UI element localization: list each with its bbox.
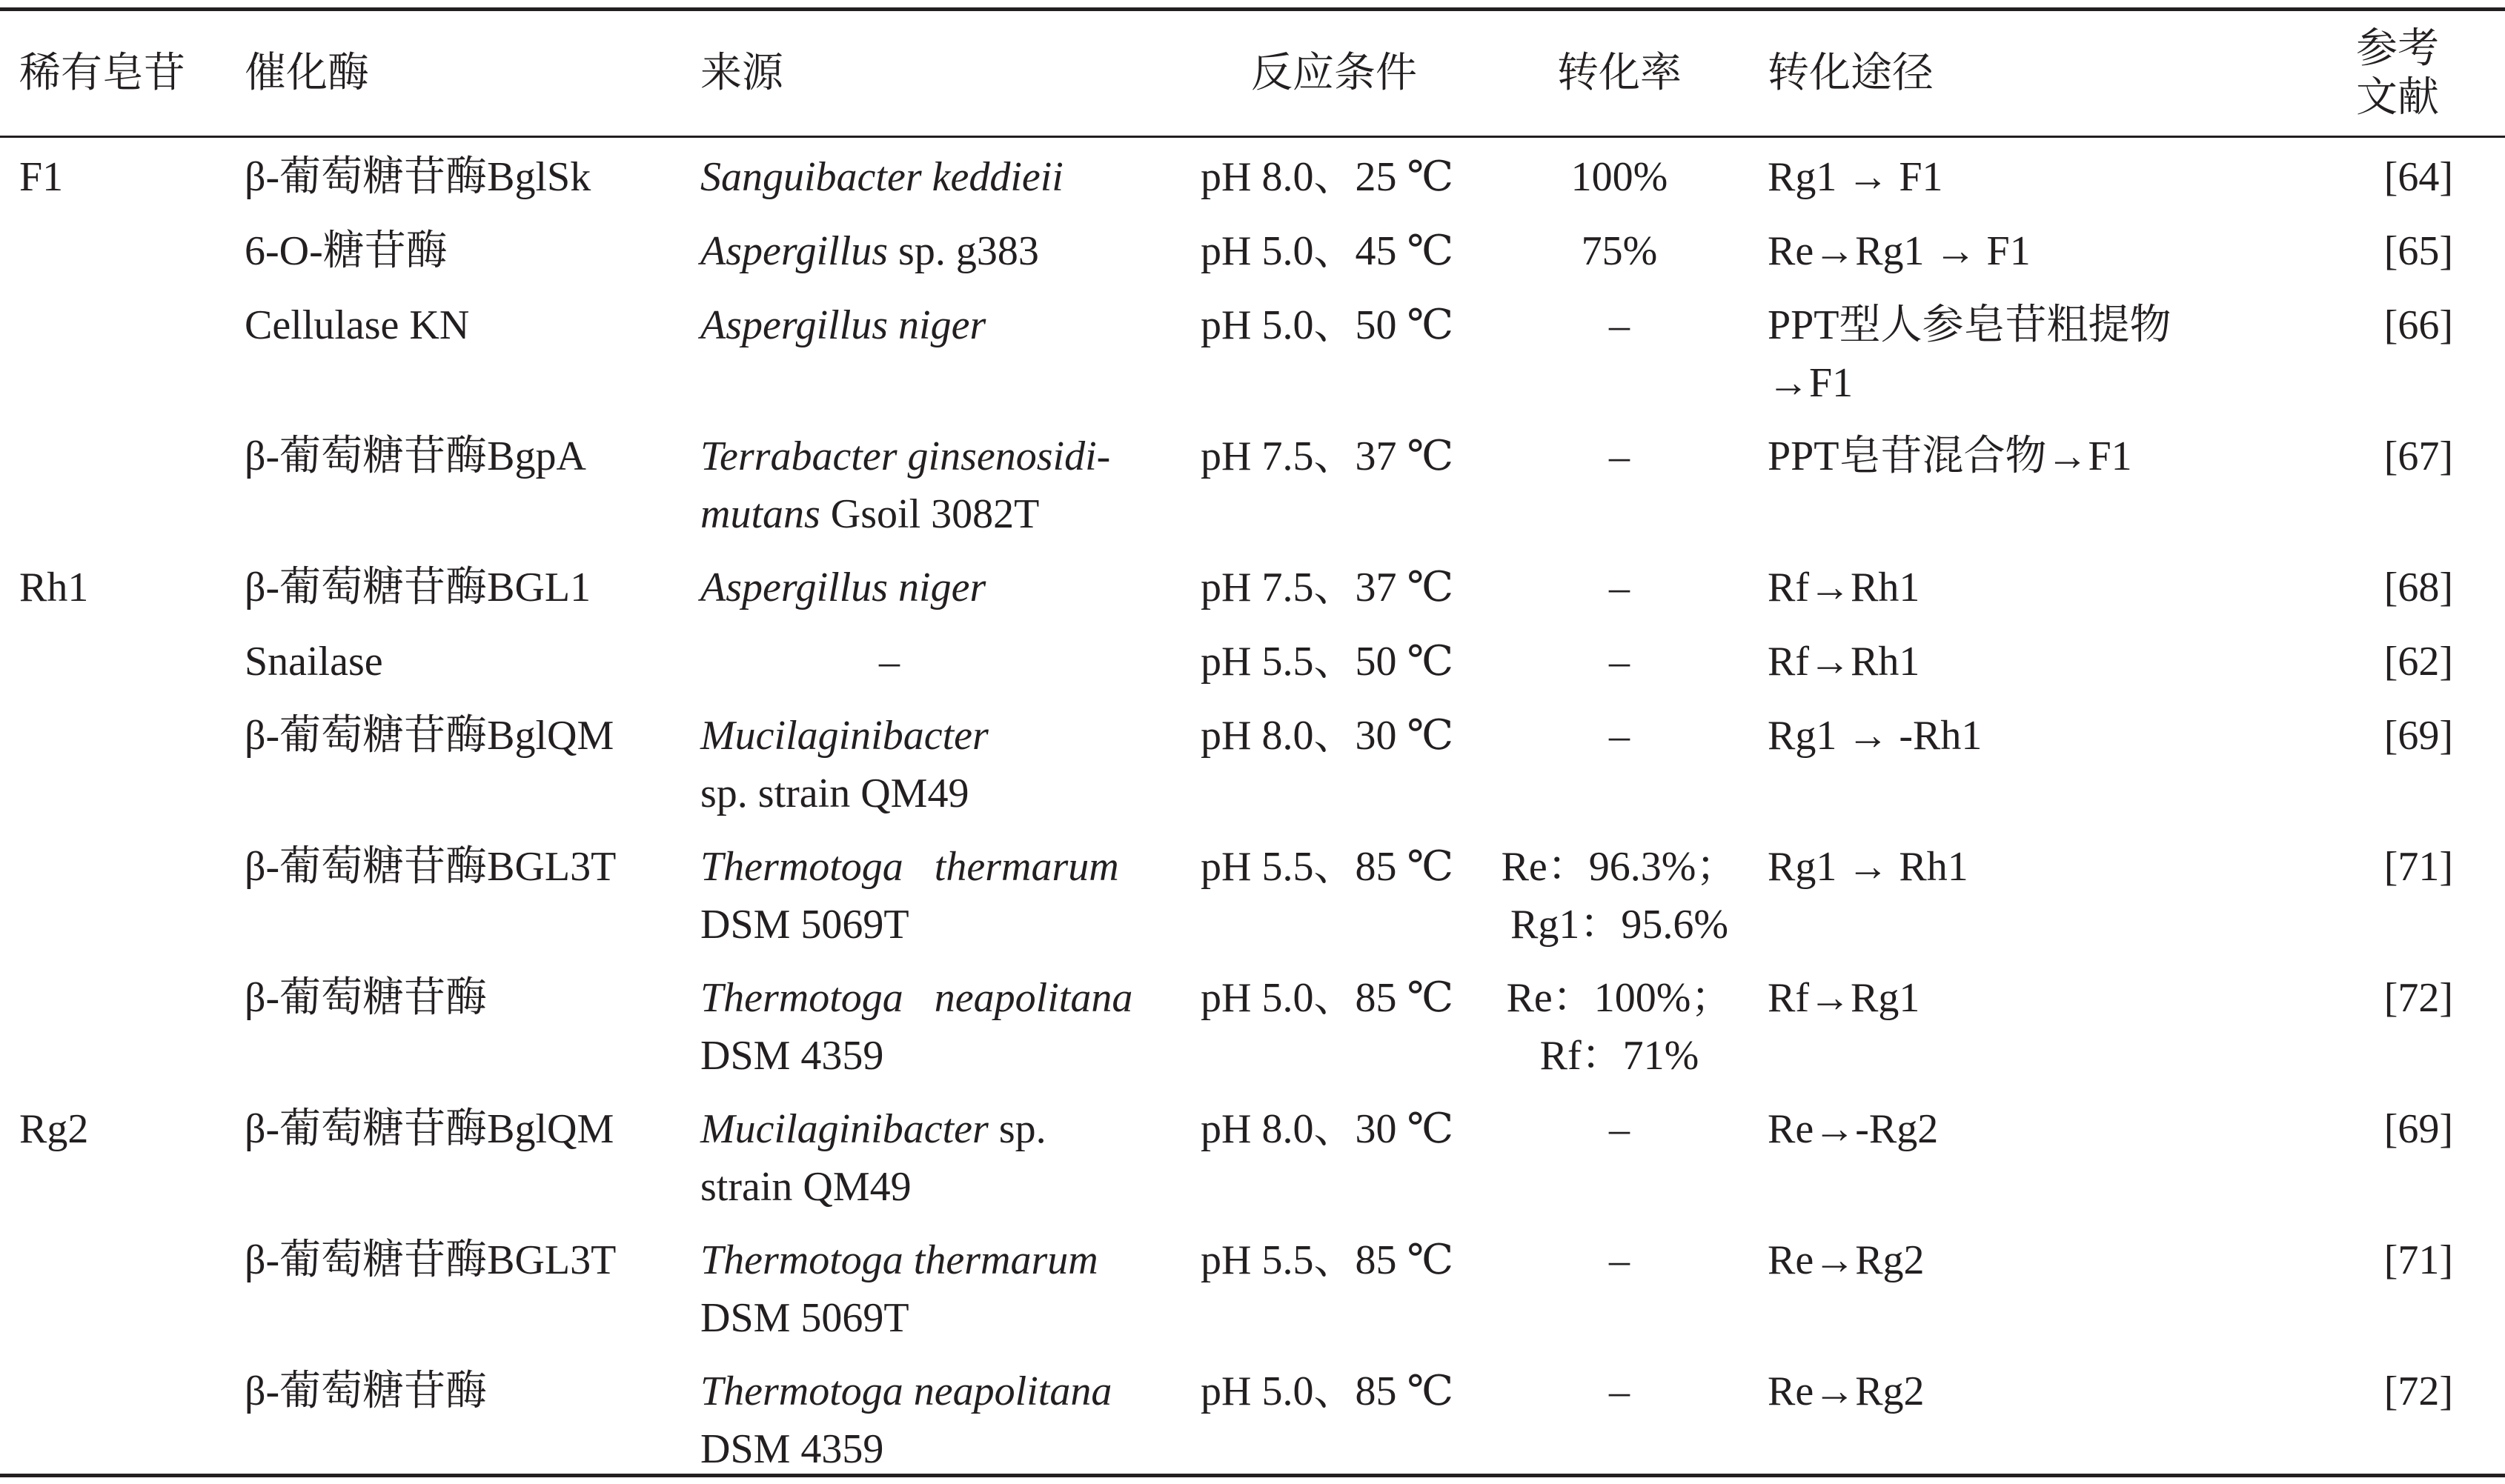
cell-reference: [71] [2383,1237,2453,1283]
source-text: Aspergillus niger [700,565,986,610]
source-text: Mucilaginibacter [700,713,989,759]
source-line [700,896,1175,954]
header-condition: 反应条件 [1251,50,1417,96]
cell-pathway [1768,296,2309,412]
cell-pathway [1768,222,2309,280]
header-saponin: 稀有皂苷 [19,50,185,96]
source-text: mutans [700,491,820,537]
source-line [700,1231,1175,1289]
pathway-line: PPT型人参皂苷粗提物 [1768,302,2171,348]
cell-pathway [1768,1100,2309,1158]
cell-source: – [879,639,900,685]
cell-condition: pH 5.0、85 ℃ [1201,975,1454,1021]
cell-condition: pH 7.5、37 ℃ [1201,433,1454,479]
cell-saponin: F1 [19,154,64,200]
cell-reference: [65] [2383,228,2453,274]
source-text: Thermotoga thermarum [700,1237,1098,1283]
source-line [700,1158,1175,1216]
cell-source [700,427,1175,543]
cell-source [700,222,1175,280]
cell-condition: pH 8.0、25 ℃ [1201,154,1454,200]
source-text: DSM 4359 [700,1426,884,1472]
cell-reference: [67] [2383,433,2453,479]
pathway-line: Rf→Rh1 [1768,639,1920,685]
cell-reference: [72] [2383,975,2453,1021]
source-text: DSM 4359 [700,1033,884,1079]
rate-line: – [1609,1237,1630,1283]
cell-source [700,296,1175,354]
cell-enzyme: β-葡萄糖苷酶BglSk [245,154,591,200]
cell-saponin: Rh1 [19,565,89,610]
source-text: strain QM49 [700,1164,912,1210]
rate-line: – [1609,433,1630,479]
source-text: Mucilaginibacter [700,1106,989,1152]
cell-source [700,969,1175,1085]
cell-condition: pH 5.5、85 ℃ [1201,844,1454,890]
pathway-line: Re→-Rg2 [1768,1106,1939,1152]
cell-source [700,559,1175,616]
pathway-line: Re→Rg2 [1768,1368,1925,1414]
cell-reference: [64] [2383,154,2453,200]
rate-line: Rf：71% [1539,1033,1699,1079]
cell-source [700,1100,1175,1216]
cell-reference: [72] [2383,1368,2453,1414]
cell-conversion-rate [1486,633,1753,691]
cell-enzyme: β-葡萄糖苷酶BGL1 [245,565,591,610]
source-text: DSM 5069T [700,902,909,948]
cell-condition: pH 5.5、50 ℃ [1201,639,1454,685]
source-text: Aspergillus niger [700,302,986,348]
cell-pathway [1768,707,2309,765]
pathway-line: Rg1 → Rh1 [1768,844,1968,890]
cell-enzyme: β-葡萄糖苷酶 [245,975,488,1021]
cell-source [700,148,1175,206]
source-line [700,427,1175,485]
pathway-line: Re→Rg2 [1768,1237,1925,1283]
source-line [700,222,1175,280]
pathway-line: Rg1 → F1 [1768,154,1943,200]
cell-condition: pH 5.5、85 ℃ [1201,1237,1454,1283]
cell-pathway [1768,1231,2309,1289]
source-text: sp. strain QM49 [700,771,969,816]
source-text: Terrabacter ginsenosidi- [700,433,1111,479]
cell-pathway [1768,559,2309,616]
rate-line: – [1609,565,1630,610]
rate-line: Re：96.3%； [1501,844,1738,890]
source-line [700,1362,1175,1420]
cell-enzyme: Cellulase KN [245,302,470,348]
cell-pathway [1768,633,2309,691]
header-rate: 转化率 [1557,50,1682,96]
cell-reference: [62] [2383,639,2453,685]
cell-conversion-rate [1486,559,1753,616]
source-line [700,559,1175,616]
rate-line: 100% [1570,154,1668,200]
rate-line: – [1609,1368,1630,1414]
header-reference-line1: 参考 [2356,26,2439,72]
cell-source [700,707,1175,822]
cell-conversion-rate [1486,296,1753,354]
cell-conversion-rate [1486,707,1753,765]
source-line [700,1027,1175,1085]
cell-enzyme: β-葡萄糖苷酶BglQM [245,713,614,759]
source-line [700,1420,1175,1478]
rate-line: – [1609,1106,1630,1152]
source-text: Sanguibacter keddieii [700,154,1064,200]
cell-source [700,1231,1175,1347]
cell-condition: pH 5.0、50 ℃ [1201,302,1454,348]
cell-conversion-rate [1486,838,1753,954]
source-text: DSM 5069T [700,1295,909,1341]
cell-enzyme: β-葡萄糖苷酶BglQM [245,1106,614,1152]
header-pathway: 转化途径 [1768,50,1934,96]
source-text: sp. g383 [888,228,1039,274]
source-text: Gsoil 3082T [820,491,1040,537]
rate-line: – [1609,639,1630,685]
source-text: Thermotoga neapolitana [700,1368,1112,1414]
pathway-line: PPT皂苷混合物→F1 [1768,433,2132,479]
source-text: Thermotoga neapolitana [700,975,1133,1021]
source-line [700,838,1175,896]
cell-conversion-rate [1486,1100,1753,1158]
cell-condition: pH 5.0、85 ℃ [1201,1368,1454,1414]
rate-line: – [1609,713,1630,759]
cell-reference: [68] [2383,565,2453,610]
rate-line: – [1609,302,1630,348]
cell-conversion-rate [1486,1231,1753,1289]
cell-pathway [1768,148,2309,206]
source-line [700,148,1175,206]
cell-enzyme: β-葡萄糖苷酶 [245,1368,488,1414]
pathway-line: Re→Rg1 → F1 [1768,228,2031,274]
rate-line: Re：100%； [1506,975,1733,1021]
cell-enzyme: 6-O-糖苷酶 [245,228,448,274]
header-reference-line2: 文献 [2356,75,2439,121]
cell-condition: pH 8.0、30 ℃ [1201,713,1454,759]
cell-pathway [1768,427,2309,485]
cell-reference: [66] [2383,302,2453,348]
cell-pathway [1768,1362,2309,1420]
source-line [700,707,1175,765]
source-line [700,485,1175,543]
cell-conversion-rate [1486,222,1753,280]
cell-condition: pH 5.0、45 ℃ [1201,228,1454,274]
source-line [700,765,1175,822]
cell-reference: [71] [2383,844,2453,890]
pathway-line: →F1 [1768,360,1854,406]
header-enzyme: 催化酶 [245,50,369,96]
rate-line: 75% [1581,228,1658,274]
header-rule [0,136,2505,138]
cell-pathway [1768,838,2309,896]
source-text: Thermotoga thermarum [700,844,1119,890]
pathway-line: Rf→Rg1 [1768,975,1920,1021]
bottom-rule [0,1474,2505,1477]
cell-condition: pH 8.0、30 ℃ [1201,1106,1454,1152]
pathway-line: Rf→Rh1 [1768,565,1920,610]
cell-enzyme: β-葡萄糖苷酶BgpA [245,433,586,479]
source-text: sp. [988,1106,1046,1152]
cell-pathway [1768,969,2309,1027]
source-line [700,1289,1175,1347]
cell-enzyme: Snailase [245,639,383,685]
cell-enzyme: β-葡萄糖苷酶BGL3T [245,1237,617,1283]
source-line [700,296,1175,354]
cell-condition: pH 7.5、37 ℃ [1201,565,1454,610]
source-line [700,969,1175,1027]
source-line [700,1100,1175,1158]
header-reference [2342,11,2453,136]
cell-conversion-rate [1486,148,1753,206]
cell-reference: [69] [2383,713,2453,759]
cell-conversion-rate [1486,969,1753,1085]
cell-reference: [69] [2383,1106,2453,1152]
cell-source [700,838,1175,954]
cell-saponin: Rg2 [19,1106,89,1152]
cell-conversion-rate [1486,427,1753,485]
cell-enzyme: β-葡萄糖苷酶BGL3T [245,844,617,890]
cell-conversion-rate [1486,1362,1753,1420]
cell-source [700,1362,1175,1478]
header-source: 来源 [700,50,783,96]
source-text: Aspergillus [700,228,889,274]
pathway-line: Rg1 → -Rh1 [1768,713,1983,759]
rate-line: Rg1：95.6% [1510,902,1728,948]
